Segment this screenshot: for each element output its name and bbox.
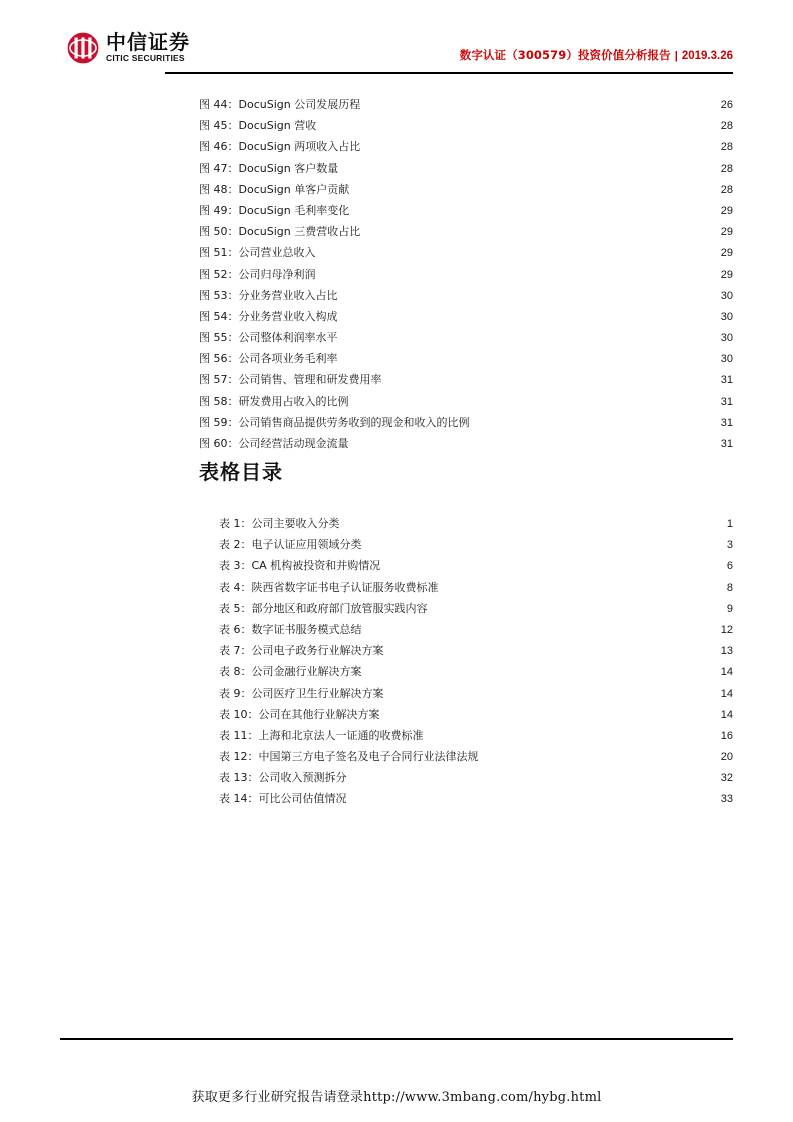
figure-entry[interactable] [199,433,733,454]
figure-entry-label: 图 49：DocuSign 毛利率变化 [199,203,350,217]
figure-entry-label: 图 52：公司归母净利润 [199,267,316,281]
figure-entry[interactable] [199,179,733,200]
figure-entry-page-number: 28 [720,141,733,154]
table-entry-page-number: 32 [720,772,733,785]
figure-entry[interactable] [199,306,733,327]
figure-entry-label: 图 48：DocuSign 单客户贡献 [199,182,350,196]
figure-entry[interactable] [199,158,733,179]
figure-entry[interactable] [199,200,733,221]
table-entry[interactable] [219,577,733,598]
figure-entry[interactable] [199,369,733,390]
dot-leader [340,350,718,361]
dot-leader [351,181,717,192]
dot-leader [364,621,718,632]
tables-section-heading: 表格目录 [199,460,283,484]
table-entry[interactable] [219,619,733,640]
figure-entry[interactable] [199,412,733,433]
table-entry-label: 表 3：CA 机构被投资和并购情况 [219,559,381,573]
table-entry-page-number: 9 [726,602,733,615]
table-entry-label: 表 8：公司金融行业解决方案 [219,665,362,679]
table-entry[interactable] [219,598,733,619]
brand-logo-text [106,32,190,63]
table-contents-list [219,513,733,810]
figure-entry-label: 图 46：DocuSign 两项收入占比 [199,140,361,154]
footer-source-note: 获取更多行业研究报告请登录http://www.3mbang.com/hybg.html [191,1090,602,1105]
figure-entry-page-number: 29 [720,247,733,260]
table-entry[interactable] [219,640,733,661]
dot-leader [426,727,718,738]
figure-entry-label: 图 59：公司销售商品提供劳务收到的现金和收入的比例 [199,415,470,429]
table-entry-page-number: 3 [726,539,733,552]
brand-name-cn: 中信证券 [106,30,190,55]
figure-entry[interactable] [199,348,733,369]
dot-leader [340,329,718,340]
figure-entry[interactable] [199,221,733,242]
table-entry-page-number: 14 [720,687,733,700]
figure-entry-label: 图 44：DocuSign 公司发展历程 [199,98,361,111]
dot-leader [472,414,718,425]
figure-entry-label: 图 55：公司整体利润率水平 [199,331,338,345]
figure-entry-page-number: 28 [720,183,733,196]
header-divider [165,72,733,74]
dot-leader [364,536,718,547]
report-title: 数字认证（300579）投资价值分析报告 [459,48,671,62]
figure-entry-page-number: 26 [720,99,733,111]
figure-entry-page-number: 30 [720,289,733,302]
brand-name-en: CITIC SECURITIES [106,53,185,64]
table-entry[interactable] [219,767,733,788]
figure-entry-page-number: 29 [720,204,733,217]
figure-entry-page-number: 31 [720,374,733,387]
figure-entry-page-number: 31 [720,395,733,408]
figure-entry[interactable] [199,285,733,306]
dot-leader [342,515,718,526]
table-entry-label: 表 12：中国第三方电子签名及电子合同行业法律法规 [219,750,479,764]
figure-entry[interactable] [199,136,733,157]
table-entry[interactable] [219,746,733,767]
figure-entry-page-number: 29 [720,226,733,239]
table-entry-label: 表 9：公司医疗卫生行业解决方案 [219,686,384,700]
dot-leader [318,244,718,255]
figure-entry[interactable] [199,94,733,115]
figure-entry-page-number: 30 [720,353,733,366]
figure-entry-label: 图 57：公司销售、管理和研发费用率 [199,373,382,387]
table-entry-label: 表 2：电子认证应用领域分类 [219,538,362,552]
dot-leader [351,435,718,446]
figure-entry-page-number: 30 [720,332,733,345]
table-entry-page-number: 14 [720,666,733,679]
figure-entry-label: 图 50：DocuSign 三费营收占比 [199,225,361,239]
table-entry-page-number: 12 [720,623,733,636]
figure-entry-page-number: 30 [720,310,733,323]
dot-leader [349,790,718,801]
dot-leader [340,160,717,171]
dot-leader [340,308,718,319]
table-entry[interactable] [219,788,733,809]
figure-entry-label: 图 54：分业务营业收入构成 [199,309,338,323]
dot-leader [364,663,718,674]
brand-logo [66,31,190,65]
page-header [0,0,793,86]
table-entry-label: 表 11：上海和北京法人一证通的收费标准 [219,728,424,742]
dot-leader [386,685,718,696]
figure-contents-list [199,94,733,454]
dot-leader [430,600,718,611]
dot-leader [441,579,718,590]
dot-leader [362,138,717,149]
figure-entry-label: 图 56：公司各项业务毛利率 [199,352,338,366]
table-entry[interactable] [219,683,733,704]
table-entry[interactable] [219,704,733,725]
dot-leader [382,706,718,717]
figure-entry-page-number: 29 [720,268,733,281]
figure-entry-page-number: 28 [720,162,733,175]
figure-entry-page-number: 31 [720,416,733,429]
table-entry-page-number: 20 [720,751,733,764]
figure-entry-label: 图 47：DocuSign 客户数量 [199,161,339,175]
dot-leader [351,202,717,213]
figure-entry-label: 图 58：研发费用占收入的比例 [199,394,349,408]
figure-entry-page-number: 28 [720,120,733,133]
table-entry[interactable] [219,661,733,682]
table-entry-label: 表 4：陕西省数字证书电子认证服务收费标准 [219,580,439,594]
table-entry-page-number: 14 [720,708,733,721]
table-entry[interactable] [219,725,733,746]
table-entry-label: 表 13：公司收入预测拆分 [219,771,347,785]
table-entry-page-number: 16 [720,729,733,742]
dot-leader [382,557,717,568]
table-entry-label: 表 1：公司主要收入分类 [219,517,340,530]
figure-entry[interactable] [199,242,733,263]
table-entry[interactable] [219,513,733,534]
dot-leader [386,642,718,653]
figure-entry[interactable] [199,115,733,136]
dot-leader [318,266,718,277]
figure-entry-label: 图 45：DocuSign 营收 [199,119,317,133]
table-entry-label: 表 6：数字证书服务模式总结 [219,622,362,636]
dot-leader [481,748,718,759]
dot-leader [318,117,717,128]
table-entry-page-number: 13 [720,645,733,658]
header-separator: | [674,50,678,62]
dot-leader [362,223,717,234]
figure-entry-label: 图 53：分业务营业收入占比 [199,288,338,302]
citic-securities-logo-icon [66,31,100,65]
table-entry[interactable] [219,534,733,555]
dot-leader [384,371,718,382]
figure-entry-label: 图 60：公司经营活动现金流量 [199,437,349,450]
table-entry-label: 表 7：公司电子政务行业解决方案 [219,644,384,658]
table-entry-label: 表 10：公司在其他行业解决方案 [219,707,380,721]
table-entry[interactable] [219,555,733,576]
figure-entry-page-number: 31 [720,438,733,450]
header-report-info [460,47,733,63]
table-entry-page-number: 8 [726,581,733,594]
dot-leader [349,769,718,780]
footer-divider [60,1038,733,1040]
figure-entry[interactable] [199,391,733,412]
table-entry-page-number: 6 [726,560,733,573]
table-entry-label: 表 14：可比公司估值情况 [219,792,347,806]
figure-entry[interactable] [199,264,733,285]
figure-entry[interactable] [199,327,733,348]
figure-entry-label: 图 51：公司营业总收入 [199,246,316,260]
dot-leader [340,287,718,298]
dot-leader [362,96,717,107]
table-entry-page-number: 33 [720,793,733,806]
table-entry-label: 表 5：部分地区和政府部门放管服实践内容 [219,601,428,615]
table-entry-page-number: 1 [726,518,733,530]
report-date: 2019.3.26 [681,50,733,62]
dot-leader [351,393,718,404]
